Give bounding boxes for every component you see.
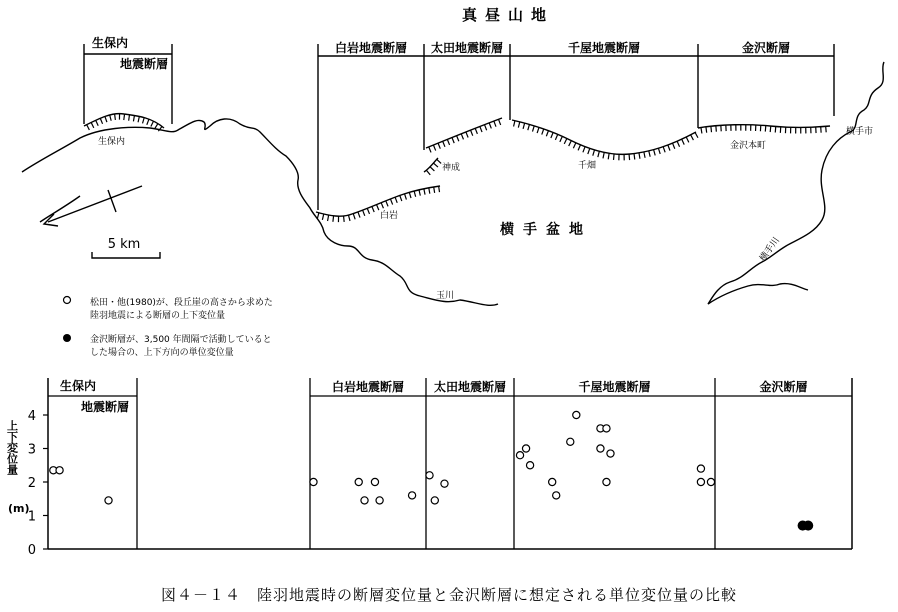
fault-hatch-tick xyxy=(457,136,459,142)
fault-arrow-tick xyxy=(108,190,116,212)
map-segment-label-shobonai-2: 地震断層 xyxy=(120,57,169,71)
fault-trace-shiraiwa xyxy=(316,186,440,216)
fault-hatch-tick xyxy=(598,151,599,157)
fault-hatch-tick xyxy=(564,138,567,143)
scale-label: 5 km xyxy=(107,237,141,252)
fault-hatch-tick xyxy=(695,132,698,137)
fault-hatch-tick xyxy=(348,215,350,221)
open-point xyxy=(371,478,378,485)
fault-hatch-tick xyxy=(588,148,590,154)
open-point xyxy=(553,492,560,499)
fault-hatch-tick xyxy=(668,145,670,151)
legend-open-marker xyxy=(64,297,71,304)
fault-hatch-tick xyxy=(644,152,645,158)
fault-hatch-tick xyxy=(658,148,660,154)
map-segment-label-ota: 太田地震断層 xyxy=(430,41,504,55)
fault-hatch-tick xyxy=(353,214,355,220)
fault-hatch-tick xyxy=(439,186,440,192)
open-point xyxy=(408,492,415,499)
place-senhata: 千畑 xyxy=(578,161,597,171)
fault-hatch-tick xyxy=(372,206,374,212)
open-point xyxy=(361,497,368,504)
fault-hatch-tick xyxy=(438,143,440,149)
place-shiraiwa: 白岩 xyxy=(380,211,399,221)
segment-label: 金沢断層 xyxy=(759,380,808,394)
open-point xyxy=(105,497,112,504)
fault-hatch-tick xyxy=(434,187,435,193)
fault-hatch-tick xyxy=(489,123,491,129)
fault-hatch-tick xyxy=(475,128,477,134)
fault-hatch-tick xyxy=(471,130,473,136)
fault-hatch-tick xyxy=(400,195,402,201)
open-point xyxy=(567,438,574,445)
open-point xyxy=(607,450,614,457)
fault-hatch-tick xyxy=(419,190,420,196)
legend xyxy=(63,296,273,358)
tamagawa-river xyxy=(22,119,498,305)
fault-hatch-tick xyxy=(124,114,125,120)
fault-hatch-tick xyxy=(691,135,694,140)
fault-hatch-tick xyxy=(546,131,548,137)
fault-hatch-tick xyxy=(555,134,557,140)
fault-hatch-tick xyxy=(614,154,615,160)
fault-hatch-tick xyxy=(499,119,501,125)
fault-hatch-tick xyxy=(593,150,595,156)
fault-hatch-tick xyxy=(426,170,430,175)
fault-hatch-tick xyxy=(649,151,650,157)
fault-hatch-tick xyxy=(155,124,158,129)
fault-hatch-tick xyxy=(328,215,329,221)
y-tick-label: 3 xyxy=(27,442,36,458)
legend-filled-text-2: した場合の、上下方向の単位変位量 xyxy=(90,348,234,358)
fault-hatch-tick xyxy=(381,203,383,209)
fault-hatch-tick xyxy=(409,192,411,198)
data-points xyxy=(50,411,813,530)
fault-hatch-tick xyxy=(706,127,707,133)
fault-hatch-tick xyxy=(133,115,134,121)
fault-hatch-tick xyxy=(91,122,94,127)
fault-hatch-tick xyxy=(433,163,438,167)
bracket-shiraiwa xyxy=(318,44,424,210)
fault-trace-ota xyxy=(426,118,502,148)
open-point xyxy=(376,497,383,504)
segment-label: 地震断層 xyxy=(81,400,130,414)
open-point xyxy=(603,425,610,432)
fault-hatch-tick xyxy=(115,114,116,120)
basin-label: 横手盆地 xyxy=(500,222,592,238)
fault-hatch-tick xyxy=(344,216,345,222)
map-segment-label-kanazawa: 金沢断層 xyxy=(741,41,791,55)
open-point xyxy=(355,478,362,485)
open-point xyxy=(310,478,317,485)
bracket-senya xyxy=(510,44,698,120)
scale-bar xyxy=(92,252,160,258)
fault-hatch-tick xyxy=(677,141,679,146)
place-yokotegawa: 横手川 xyxy=(758,235,782,264)
fault-hatch-tick xyxy=(537,127,539,133)
figure-caption: 図４－１４ 陸羽地震時の断層変位量と金沢断層に想定される単位変位量の比較 xyxy=(160,586,737,604)
open-point xyxy=(431,497,438,504)
fault-hatch-tick xyxy=(608,153,609,159)
y-tick-label: 4 xyxy=(27,409,36,424)
displacement-chart xyxy=(6,378,853,558)
fault-hatch-tick xyxy=(110,115,112,121)
fault-hatch-tick xyxy=(528,124,530,130)
place-yokote-city: 横手市 xyxy=(846,127,874,137)
legend-filled-marker xyxy=(63,334,71,342)
open-point xyxy=(526,462,533,469)
segment-label: 生保内 xyxy=(60,379,97,393)
fault-hatch-tick xyxy=(629,154,630,160)
fault-hatch-tick xyxy=(87,125,90,130)
yokotegawa-river xyxy=(708,62,884,304)
segment-label: 太田地震断層 xyxy=(433,380,507,394)
fault-hatch-tick xyxy=(770,126,771,132)
fault-hatch-tick xyxy=(701,127,702,133)
fault-hatch-tick xyxy=(673,143,675,149)
fault-hatch-tick xyxy=(443,141,445,147)
open-point xyxy=(603,478,610,485)
fault-hatch-tick xyxy=(514,121,515,127)
fault-hatch-tick xyxy=(485,125,487,131)
fault-hatch-tick xyxy=(322,214,323,220)
fault-hatch-tick xyxy=(560,136,562,141)
fault-hatch-tick xyxy=(447,139,449,145)
place-kanazawa-honmachi: 金沢本町 xyxy=(730,141,767,151)
fault-hatch-tick xyxy=(395,197,397,203)
fault-hatch-tick xyxy=(147,119,149,125)
y-tick-label: 2 xyxy=(27,476,36,491)
fault-hatch-tick xyxy=(138,116,139,122)
fault-hatch-tick xyxy=(682,139,685,144)
map xyxy=(22,62,884,305)
fault-hatch-tick xyxy=(542,129,544,135)
fault-trace-senya xyxy=(512,120,696,154)
fault-hatch-tick xyxy=(363,210,365,216)
fault-hatch-tick xyxy=(518,122,519,128)
fault-hatch-tick xyxy=(578,145,580,151)
y-axis-label: 上下変位量 xyxy=(5,420,19,475)
y-tick-label: 0 xyxy=(27,543,36,558)
place-shobonai: 生保内 xyxy=(98,137,126,147)
fault-hatch-tick xyxy=(358,212,360,218)
fault-hatch-tick xyxy=(532,126,534,132)
fault-hatch-tick xyxy=(639,153,640,159)
fault-arrow-head xyxy=(44,214,58,226)
map-segment-label-shiraiwa: 白岩地震断層 xyxy=(334,41,408,55)
open-point xyxy=(549,478,556,485)
filled-point xyxy=(804,521,813,530)
segment-label: 千屋地震断層 xyxy=(578,380,651,394)
bracket-kanazawa xyxy=(698,44,834,128)
fault-hatch-tick xyxy=(433,145,435,151)
open-point xyxy=(516,452,523,459)
fault-hatch-tick xyxy=(105,116,107,122)
fault-hatch-tick xyxy=(494,121,496,127)
legend-filled-text-1: 金沢断層が、3,500 年間隔で活動していると xyxy=(90,335,272,345)
y-tick-label: 1 xyxy=(27,509,36,525)
fault-hatch-tick xyxy=(143,118,145,124)
bracket-shobonai xyxy=(84,44,172,124)
fault-hatch-tick xyxy=(480,126,482,132)
place-kannari: 神成 xyxy=(442,163,461,173)
open-point xyxy=(441,480,448,487)
fault-hatch-tick xyxy=(430,167,434,171)
fault-hatch-tick xyxy=(414,191,416,197)
legend-open-text-1: 松田・他(1980)が、段丘崖の高さから求めた xyxy=(90,298,273,308)
fault-hatch-tick xyxy=(377,205,379,211)
open-point xyxy=(597,445,604,452)
fault-hatch-tick xyxy=(367,208,369,214)
open-point xyxy=(697,478,704,485)
fault-hatch-tick xyxy=(429,188,430,194)
fault-hatch-tick xyxy=(96,120,99,125)
fault-hatch-tick xyxy=(151,121,154,126)
fault-hatch-tick xyxy=(603,152,604,158)
fault-hatch-tick xyxy=(390,199,392,205)
fault-hatch-tick xyxy=(129,115,130,121)
fault-hatch-tick xyxy=(523,123,525,129)
fault-hatch-tick xyxy=(461,134,463,140)
fault-hatch-tick xyxy=(551,132,553,138)
open-point xyxy=(707,478,714,485)
open-point xyxy=(697,465,704,472)
fault-hatch-tick xyxy=(405,194,407,200)
open-point xyxy=(573,411,580,418)
fault-hatch-tick xyxy=(386,201,388,207)
fault-hatch-tick xyxy=(317,213,319,219)
fault-arrow-line xyxy=(48,186,142,222)
fault-hatch-tick xyxy=(686,137,689,142)
fault-hatch-tick xyxy=(424,189,425,195)
fault-hatch-tick xyxy=(100,118,102,124)
fault-hatch-tick xyxy=(466,132,468,138)
fault-hatch-tick xyxy=(634,154,635,160)
fault-hatch-tick xyxy=(663,147,665,153)
fault-hatch-tick xyxy=(583,147,585,153)
segment-label: 白岩地震断層 xyxy=(331,380,405,394)
fault-hatch-tick xyxy=(429,147,431,153)
fault-hatch-tick xyxy=(654,150,656,156)
fault-hatch-tick xyxy=(333,216,334,222)
open-point xyxy=(56,467,63,474)
open-point xyxy=(522,445,529,452)
fault-hatch-tick xyxy=(573,143,575,148)
map-segment-label-senya: 千屋地震断層 xyxy=(567,41,641,55)
legend-open-text-2: 陸羽地震による断層の上下変位量 xyxy=(90,311,226,321)
map-segment-label-shobonai-1: 生保内 xyxy=(92,36,129,50)
fault-hatch-tick xyxy=(437,159,441,163)
fault-hatch-tick xyxy=(569,141,572,146)
place-tamagawa: 玉川 xyxy=(436,291,455,301)
fault-hatch-tick xyxy=(711,126,712,132)
mountain-label: 真昼山地 xyxy=(461,6,555,24)
segment-dividers xyxy=(48,378,852,549)
y-axis-unit: (m) xyxy=(8,502,30,515)
fault-hatch-tick xyxy=(452,138,454,144)
y-ticks xyxy=(28,409,48,558)
open-point xyxy=(426,472,433,479)
